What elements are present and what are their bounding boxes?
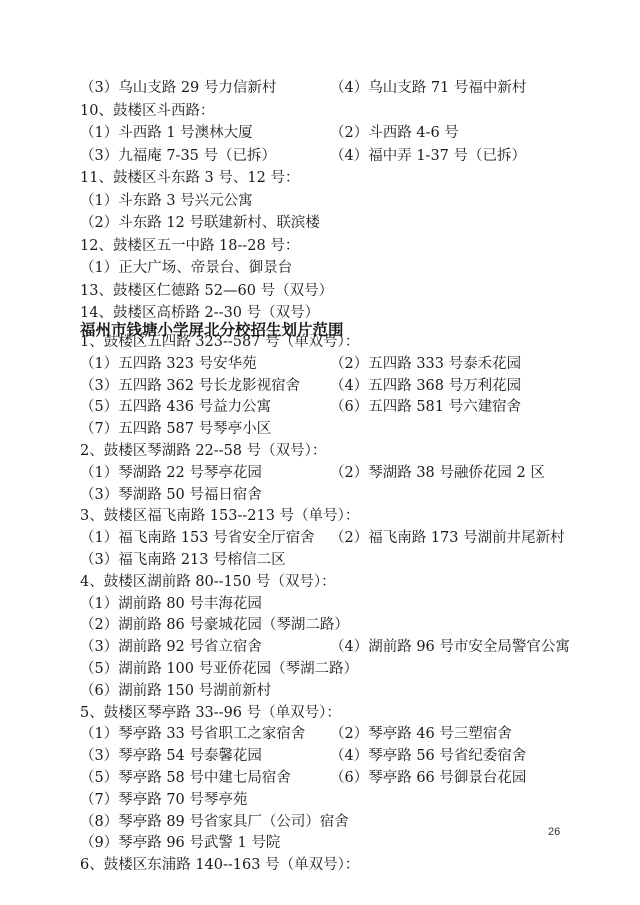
entry-left: （3）五四路 362 号长龙影视宿舍	[80, 377, 301, 394]
entry-right: （6）琴亭路 66 号御景台花园	[330, 770, 527, 786]
entry-left: （3）琴湖路 50 号福日宿舍	[80, 486, 262, 503]
entry-left: （2）斗东路 12 号联建新村、联滨楼	[80, 215, 320, 231]
entry-left: 1、鼓楼区五四路 323--587 号（单双号）：	[80, 334, 360, 350]
entry-left: 14、鼓楼区高桥路 2--30 号（双号）	[80, 305, 320, 321]
entry-left: （7）琴亭路 70 号琴亭苑	[80, 791, 248, 808]
entry-left: （1）琴亭路 33 号省职工之家宿舍	[80, 726, 306, 743]
entry-left: （6）湖前路 150 号湖前新村	[80, 682, 272, 699]
entry-left: 4、鼓楼区湖前路 80--150 号（双号）：	[80, 573, 336, 590]
entry-left: 6、鼓楼区东浦路 140--163 号（单双号）：	[80, 857, 360, 874]
entry-left: （1）琴湖路 22 号琴亭花园	[80, 464, 262, 481]
entry-left: （3）乌山支路 29 号力信新村	[80, 80, 277, 96]
entry-left: （9）琴亭路 96 号武警 1 号院	[80, 835, 281, 852]
entry-right: （4）琴亭路 56 号省纪委宿舍	[330, 748, 527, 765]
entry-right: （2）琴亭路 46 号三塑宿舍	[330, 726, 512, 743]
entry-right: （2）琴湖路 38 号融侨花园 2 区	[330, 464, 545, 481]
entry-left: 11、鼓楼区斗东路 3 号、12 号：	[80, 170, 300, 186]
entry-left: （3）琴亭路 54 号泰馨花园	[80, 748, 262, 765]
entry-left: （1）正大广场、帝景台、御景台	[80, 260, 293, 276]
entry-left: 3、鼓楼区福飞南路 153--213 号（单号）：	[80, 508, 360, 525]
entry-left: （5）琴亭路 58 号中建七局宿舍	[80, 770, 291, 786]
entry-left: （8）琴亭路 89 号省家具厂（公司）宿舍	[80, 813, 349, 830]
entry-left: （5）湖前路 100 号亚侨花园（琴湖二路）	[80, 661, 359, 677]
entry-left: （2）湖前路 86 号豪城花园（琴湖二路）	[80, 617, 349, 634]
page-number: 26	[548, 826, 561, 838]
entry-left: （1）五四路 323 号安华苑	[80, 355, 257, 372]
entry-right: （2）斗西路 4-6 号	[330, 125, 459, 141]
entry-left: 5、鼓楼区琴亭路 33--96 号（单双号）：	[80, 704, 341, 721]
entry-left: （1）斗东路 3 号兴元公寓	[80, 192, 253, 209]
entry-left: （5）五四路 436 号益力公寓	[80, 399, 272, 416]
entry-right: （4）乌山支路 71 号福中新村	[330, 80, 527, 96]
entry-left: （3）九福庵 7-35 号（已拆）	[80, 147, 277, 164]
entry-left: 10、鼓楼区斗西路：	[80, 102, 215, 119]
entry-left: 12、鼓楼区五一中路 18--28 号：	[80, 237, 300, 254]
entry-right: （4）五四路 368 号万利花园	[330, 377, 522, 394]
entry-left: （1）斗西路 1 号澳林大厦	[80, 125, 253, 141]
entry-left: （1）福飞南路 153 号省安全厅宿舍	[80, 530, 315, 547]
entry-right: （4）湖前路 96 号市安全局警官公寓	[330, 639, 570, 656]
entry-left: （1）湖前路 80 号丰海花园	[80, 595, 262, 612]
entry-left: （3）湖前路 92 号省立宿舍	[80, 639, 262, 656]
entry-left: 2、鼓楼区琴湖路 22--58 号（双号）：	[80, 443, 327, 459]
entry-right: （6）五四路 581 号六建宿舍	[330, 399, 522, 416]
entry-right: （4）福中弄 1-37 号（已拆）	[330, 147, 527, 164]
section-heading: 福州市钱塘小学屏北分校招生划片范围	[80, 320, 344, 339]
entry-left: （7）五四路 587 号琴亭小区	[80, 421, 272, 438]
entry-left: （3）福飞南路 213 号榕信二区	[80, 552, 286, 568]
entry-left: 13、鼓楼区仁德路 52—60 号（双号）	[80, 282, 334, 299]
entry-right: （2）福飞南路 173 号湖前井尾新村	[330, 530, 565, 547]
entry-right: （2）五四路 333 号泰禾花园	[330, 355, 522, 372]
